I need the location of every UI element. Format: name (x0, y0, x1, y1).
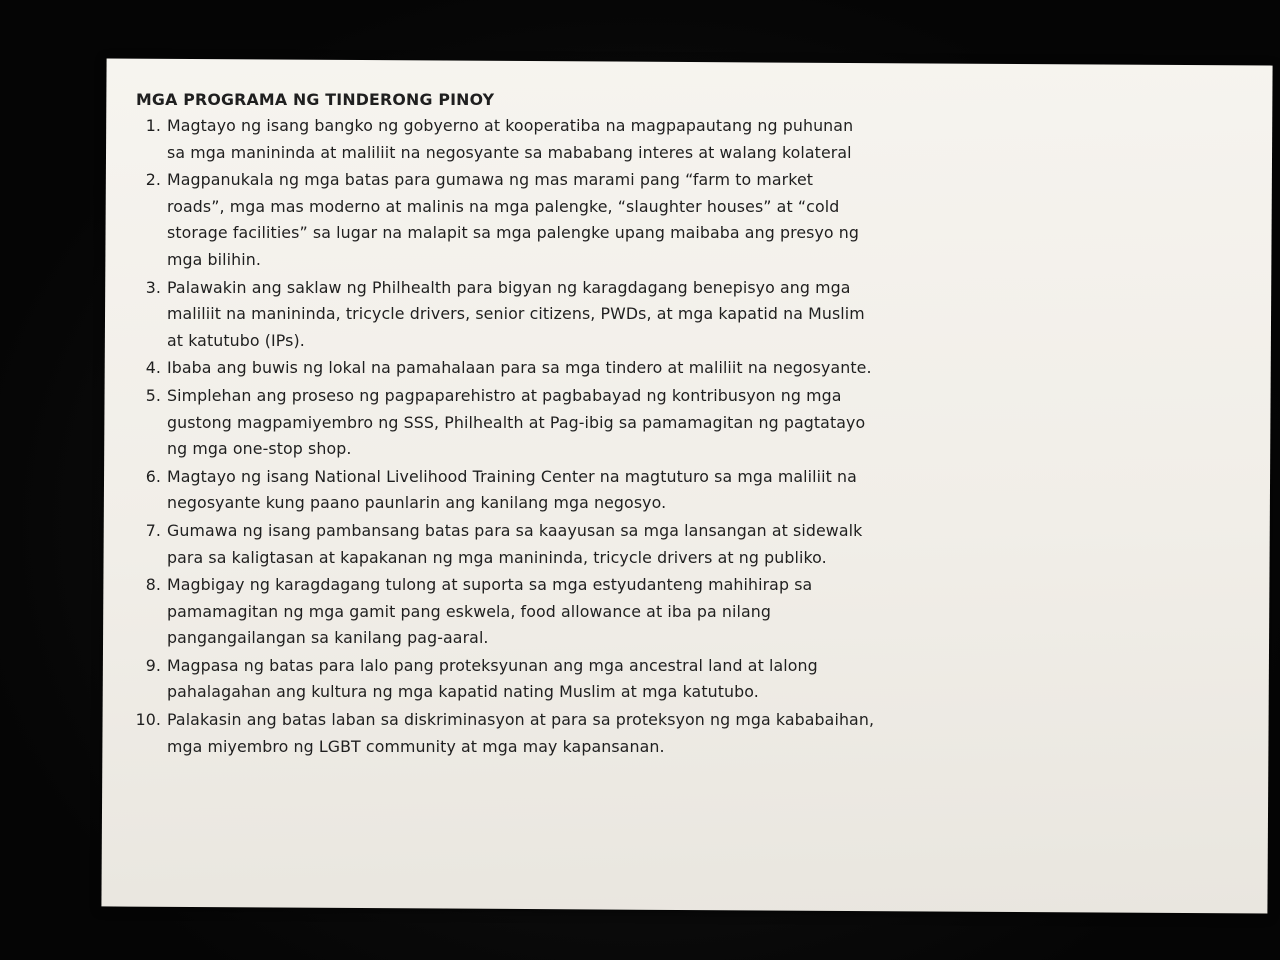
item-text-line: Simplehan ang proseso ng pagpaparehistro at pagbabayad ng kontribusyon ng mga (167, 385, 842, 405)
item-text-line: Magpanukala ng mga batas para gumawa ng mas marami pang “farm to market (167, 170, 814, 190)
item-text-line: Palakasin ang batas laban sa diskriminasyon at para sa proteksyon ng mga kababaihan, (167, 710, 875, 730)
list-item (130, 464, 1030, 517)
item-text-line: at katutubo (IPs). (167, 330, 305, 350)
item-text-line: Magtayo ng isang bangko ng gobyerno at kooperatiba na magpapautang ng puhunan (167, 116, 854, 135)
item-number: 1. (145, 116, 161, 135)
item-text-line: Ibaba ang buwis ng lokal na pamahalaan para sa mga tindero at maliliit na negosyante. (167, 358, 872, 378)
item-number: 10. (135, 710, 161, 730)
document-body (130, 88, 1030, 761)
list-item (130, 707, 1030, 760)
list-item (130, 355, 1030, 382)
item-text-line: Magtayo ng isang National Livelihood Training Center na magtuturo sa mga maliliit na (167, 466, 857, 486)
item-text-line: pangangailangan sa kanilang pag-aaral. (167, 628, 489, 648)
item-text-line: Gumawa ng isang pambansang batas para sa kaayusan sa mga lansangan at sidewalk (167, 520, 863, 540)
item-number: 8. (145, 575, 161, 595)
item-number: 9. (145, 655, 161, 675)
item-text-line: storage facilities” sa lugar na malapit sa mga palengke upang maibaba ang presyo ng (167, 223, 860, 243)
item-text-line: maliliit na manininda, tricycle drivers, senior citizens, PWDs, at mga kapatid na Muslim (167, 304, 865, 324)
list-item (130, 572, 1030, 652)
item-text-line: mga miyembro ng LGBT community at mga may kapansanan. (167, 736, 665, 756)
item-number: 6. (145, 466, 161, 486)
item-number: 4. (145, 358, 161, 378)
item-text-line: pahalagahan ang kultura ng mga kapatid nating Muslim at mga katutubo. (167, 682, 759, 702)
program-list (130, 113, 1030, 760)
item-text-line: para sa kaligtasan at kapakanan ng mga manininda, tricycle drivers at ng publiko. (167, 547, 827, 567)
item-number: 7. (145, 520, 161, 540)
item-text-line: sa mga manininda at maliliit na negosyante sa mababang interes at walang kolateral (167, 142, 852, 162)
list-item (130, 275, 1030, 355)
item-text-line: pamamagitan ng mga gamit pang eskwela, food allowance at iba pa nilang (167, 601, 772, 621)
document-title: MGA PROGRAMA NG TINDERONG PINOY (136, 90, 495, 109)
list-item (130, 383, 1030, 463)
list-item (130, 167, 1030, 273)
item-number: 5. (145, 385, 161, 405)
item-text-line: gustong magpamiyembro ng SSS, Philhealth at Pag-ibig sa pamamagitan ng pagtatayo (167, 412, 866, 432)
item-number: 2. (145, 170, 161, 190)
item-text-line: mga bilihin. (167, 249, 261, 269)
item-text-line: Palawakin ang saklaw ng Philhealth para bigyan ng karagdagang benepisyo ang mga (167, 277, 851, 297)
item-number: 3. (145, 277, 161, 297)
list-item (130, 653, 1030, 706)
item-text-line: negosyante kung paano paunlarin ang kanilang mga negosyo. (167, 493, 667, 513)
item-text-line: ng mga one-stop shop. (167, 439, 352, 459)
list-item (130, 518, 1030, 571)
item-text-line: roads”, mga mas moderno at malinis na mga palengke, “slaughter houses” at “cold (167, 196, 840, 216)
item-text-line: Magpasa ng batas para lalo pang proteksyunan ang mga ancestral land at lalong (167, 655, 818, 675)
item-text-line: Magbigay ng karagdagang tulong at suporta sa mga estyudanteng mahihirap sa (167, 575, 813, 595)
list-item (130, 113, 1030, 166)
